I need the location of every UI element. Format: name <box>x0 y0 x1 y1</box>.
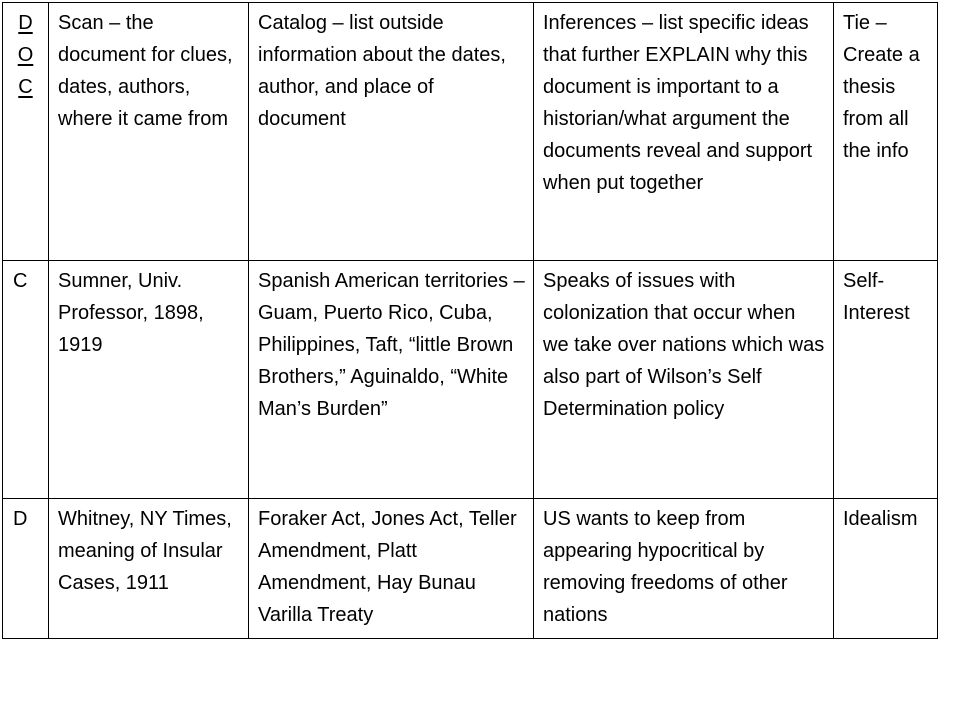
table-row <box>3 261 938 499</box>
tie-cell: Self-Interest <box>834 261 938 499</box>
inferences-cell: US wants to keep from appearing hypocritical by removing freedoms of other nations <box>534 499 834 639</box>
table-row <box>3 499 938 639</box>
tie-header-cell: Tie – Create a thesis from all the info <box>834 3 938 261</box>
inferences-cell: Speaks of issues with colonization that occur when we take over nations which was also part of Wilson’s Self Determination policy <box>534 261 834 499</box>
doc-letter-c: C <box>18 76 33 98</box>
header-row <box>3 3 938 261</box>
doc-header-cell <box>3 3 49 261</box>
catalog-header-cell: Catalog – list outside information about the dates, author, and place of document <box>249 3 534 261</box>
scan-cell: Whitney, NY Times, meaning of Insular Cases, 1911 <box>49 499 249 639</box>
doc-letter-o: O <box>17 44 34 66</box>
tie-cell: Idealism <box>834 499 938 639</box>
doc-id-cell: D <box>3 499 49 639</box>
doc-letter-d: D <box>18 12 33 34</box>
catalog-cell: Foraker Act, Jones Act, Teller Amendment, Platt Amendment, Hay Bunau Varilla Treaty <box>249 499 534 639</box>
scan-cell: Sumner, Univ. Professor, 1898, 1919 <box>49 261 249 499</box>
catalog-cell: Spanish American territories – Guam, Puerto Rico, Cuba, Philippines, Taft, “little Brown Brothers,” Aguinaldo, “White Man’s Burden” <box>249 261 534 499</box>
scat-table <box>2 2 938 639</box>
scan-header-cell: Scan – the document for clues, dates, authors, where it came from <box>49 3 249 261</box>
inferences-header-cell: Inferences – list specific ideas that further EXPLAIN why this document is important to a historian/what argument the documents reveal and support when put together <box>534 3 834 261</box>
doc-id-cell: C <box>3 261 49 499</box>
